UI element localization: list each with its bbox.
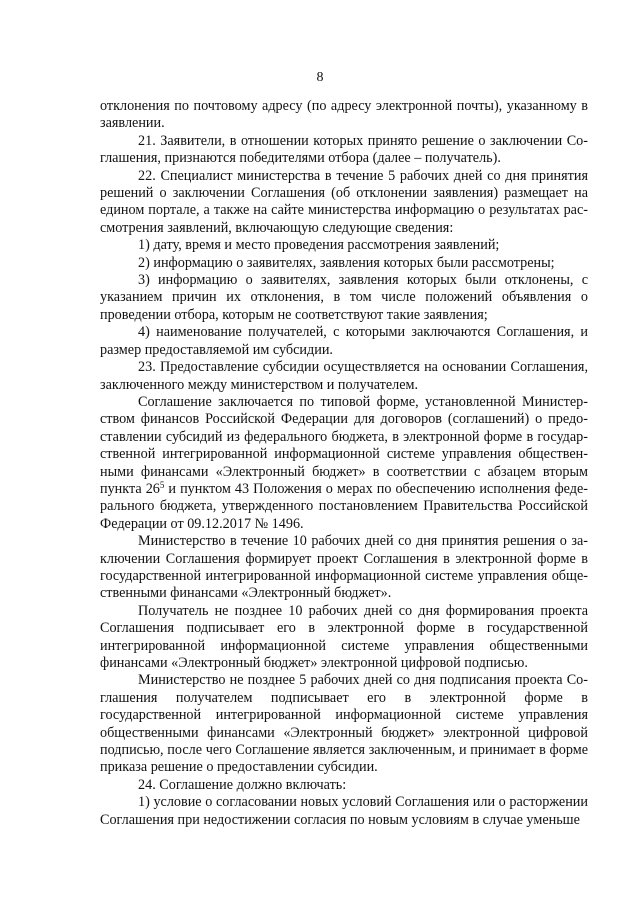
- list-item-24-1: 1) условие о согласовании новых условий Соглашения или о расторжении Соглашения при недостижении согласия по новым условиям в случае уменьше: [100, 794, 588, 828]
- list-item-3: 3) информацию о заявителях, заявления которых были отклонены, с указанием причин их отклонения, в том числе положений объявления о проведении отбора, которым не соответствуют такие заявления;: [100, 272, 588, 323]
- paragraph-agreement-form-part1: Соглашение заключается по типовой форме, установленной Министерством финансов Российской Федерации для договоров (соглашений) о предоставлении субсидий из федерального бюджета, в электронной форме в государственной интегрированной информационной системе управления общественными финансами «Электронный бюджет» в соответствии с абзацем вторым пункта 26: [100, 393, 588, 497]
- footnote-superscript: 5: [159, 479, 165, 490]
- paragraph-23: 23. Предоставление субсидии осуществляется на основании Соглашения, заключенного между министерством и получателем.: [100, 359, 588, 393]
- page-number: 8: [316, 70, 324, 85]
- paragraph-continuation: отклонения по почтовому адресу (по адресу электронной почты), указанному в заявлении.: [100, 98, 588, 132]
- document-body: [100, 98, 588, 829]
- paragraph-agreement-form-part2: и пунктом 43 Положения о мерах по обеспечению исполнения федерального бюджета, утвержденного постановлением Правительства Российской Федерации от 09.12.2017 № 1496.: [100, 480, 588, 532]
- list-item-2: 2) информацию о заявителях, заявления которых были рассмотрены;: [138, 254, 555, 271]
- list-item-4: 4) наименование получателей, с которыми заключаются Соглашения, и размер предоставляемой им субсидии.: [100, 324, 588, 358]
- paragraph-22: 22. Специалист министерства в течение 5 рабочих дней со дня принятия решений о заключении Соглашения (об отклонении заявления) размещает на едином портале, а также на сайте министерства информацию о результатах рассмотрения заявлений, включающую следующие сведения:: [100, 167, 588, 236]
- list-item-1: 1) дату, время и место проведения рассмотрения заявлений;: [138, 237, 500, 254]
- paragraph-ministry-draft: Министерство в течение 10 рабочих дней со дня принятия решения о заключении Соглашения формирует проект Соглашения в электронной форме в государственной интегрированной информационной системе управления общественными финансами «Электронный бюджет».: [100, 533, 588, 602]
- paragraph-24: 24. Соглашение должно включать:: [138, 776, 347, 793]
- paragraph-agreement-form: [100, 394, 588, 533]
- paragraph-21: 21. Заявители, в отношении которых принято решение о заключении Соглашения, признаются победителями отбора (далее – получатель).: [100, 132, 588, 167]
- paragraph-ministry-signs: Министерство не позднее 5 рабочих дней со дня подписания проекта Соглашения получателем подписывает его в электронной форме в государственной интегрированной информационной системе управления общественными финансами «Электронный бюджет» электронной цифровой подписью, после чего Соглашение является заключенным, и принимает в форме приказа решение о предоставлении субсидии.: [100, 672, 588, 776]
- paragraph-recipient-signs: Получатель не позднее 10 рабочих дней со дня формирования проекта Соглашения подписывает его в электронной форме в государственной интегрированной информационной системе управления общественными финансами «Электронный бюджет» электронной цифровой подписью.: [100, 602, 588, 671]
